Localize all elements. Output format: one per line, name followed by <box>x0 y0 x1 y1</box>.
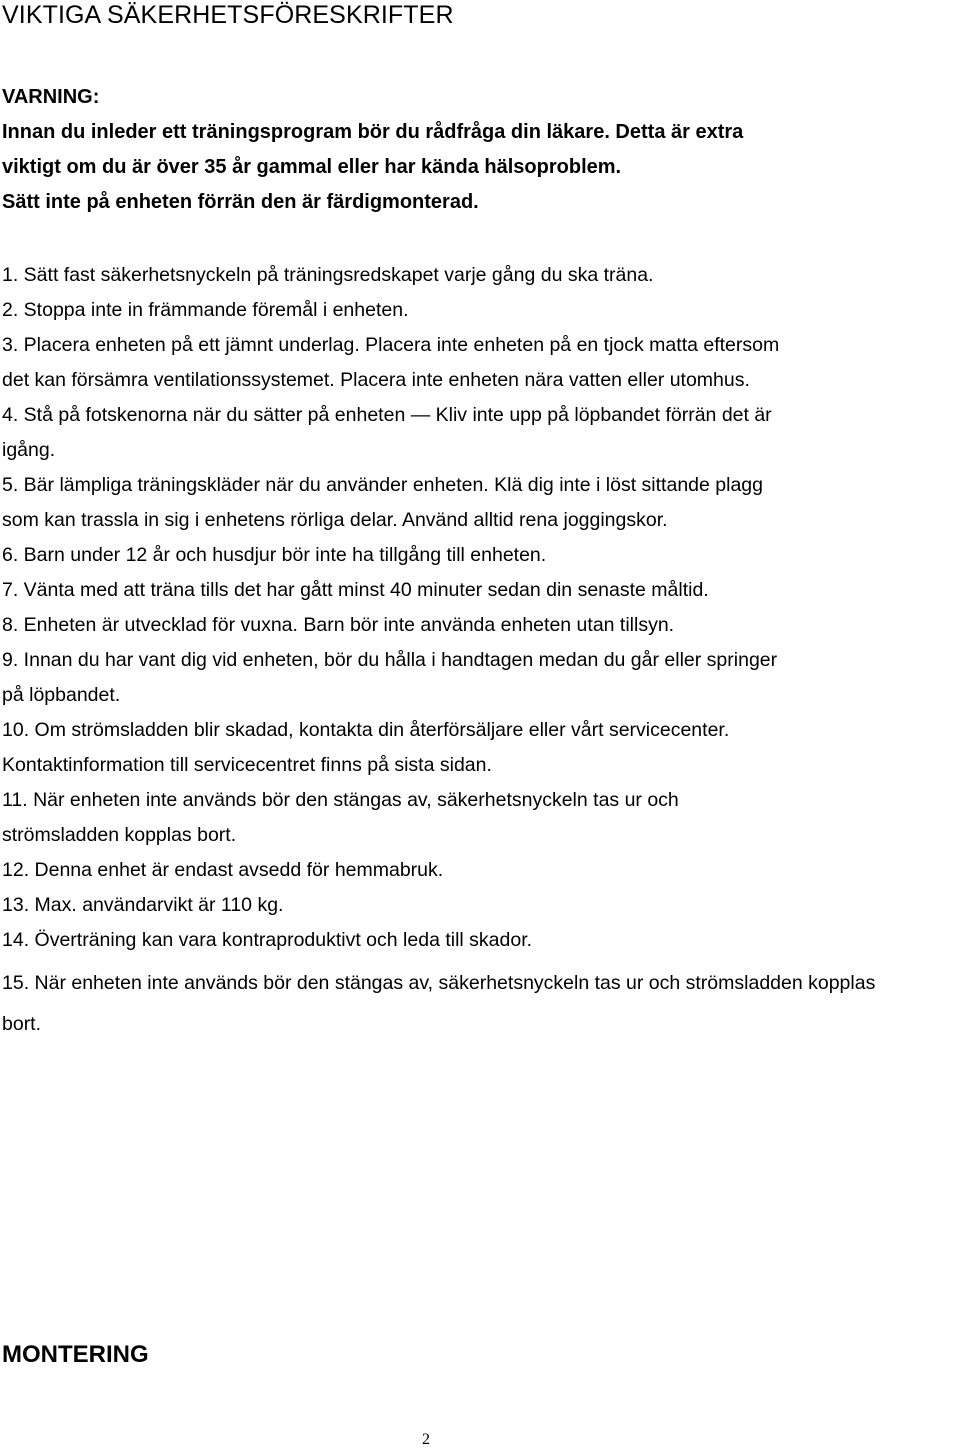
list-item-3-line-1: 3. Placera enheten på ett jämnt underlag. Placera inte enheten på en tjock matta eftersom <box>2 334 780 356</box>
list-item-6: 6. Barn under 12 år och husdjur bör inte ha tillgång till enheten. <box>2 544 547 566</box>
list-item-11-line-2: strömsladden kopplas bort. <box>2 824 237 846</box>
list-item-4-line-1: 4. Stå på fotskenorna när du sätter på enheten — Kliv inte upp på löpbandet förrän det är <box>2 404 772 426</box>
list-item-12: 12. Denna enhet är endast avsedd för hemmabruk. <box>2 859 444 881</box>
list-item-3-line-2: det kan försämra ventilationssystemet. Placera inte enheten nära vatten eller utomhus. <box>2 369 750 391</box>
warning-label: VARNING: <box>2 86 100 108</box>
list-item-4-line-2: igång. <box>2 439 56 461</box>
list-item-10-line-2: Kontaktinformation till servicecentret finns på sista sidan. <box>2 754 492 776</box>
list-item-15-line-2: bort. <box>2 1013 42 1035</box>
list-item-9-line-2: på löpbandet. <box>2 684 121 706</box>
warning-line-2: viktigt om du är över 35 år gammal eller har kända hälsoproblem. <box>2 156 622 178</box>
list-item-1: 1. Sätt fast säkerhetsnyckeln på träningsredskapet varje gång du ska träna. <box>2 264 654 286</box>
list-item-15 <box>2 963 960 1045</box>
warning-line-1: Innan du inleder ett träningsprogram bör du rådfråga din läkare. Detta är extra <box>2 121 744 143</box>
list-item-15-line-1: 15. När enheten inte används bör den stängas av, säkerhetsnyckeln tas ur och strömsladden kopplas <box>2 972 876 994</box>
warning-line-3: Sätt inte på enheten förrän den är färdigmonterad. <box>2 191 479 213</box>
list-item-5-line-1: 5. Bär lämpliga träningskläder när du använder enheten. Klä dig inte i löst sittande plagg <box>2 474 763 496</box>
page-number: 2 <box>422 1431 430 1448</box>
list-item-2: 2. Stoppa inte in främmande föremål i enheten. <box>2 299 409 321</box>
list-item-8: 8. Enheten är utvecklad för vuxna. Barn bör inte använda enheten utan tillsyn. <box>2 614 675 636</box>
list-item-14: 14. Överträning kan vara kontraproduktivt och leda till skador. <box>2 929 533 951</box>
list-item-5-line-2: som kan trassla in sig i enhetens rörliga delar. Använd alltid rena joggingskor. <box>2 509 668 531</box>
page-title: VIKTIGA SÄKERHETSFÖRESKRIFTER <box>2 1 454 29</box>
section-heading: MONTERING <box>2 1341 149 1368</box>
list-item-7: 7. Vänta med att träna tills det har gått minst 40 minuter sedan din senaste måltid. <box>2 579 709 601</box>
list-item-10-line-1: 10. Om strömsladden blir skadad, kontakta din återförsäljare eller vårt servicecenter. <box>2 719 730 741</box>
warning-block <box>2 80 942 220</box>
list-item-11-line-1: 11. När enheten inte används bör den stängas av, säkerhetsnyckeln tas ur och <box>2 789 679 811</box>
safety-list <box>2 258 958 958</box>
list-item-13: 13. Max. användarvikt är 110 kg. <box>2 894 284 916</box>
list-item-9-line-1: 9. Innan du har vant dig vid enheten, bör du hålla i handtagen medan du går eller springer <box>2 649 778 671</box>
